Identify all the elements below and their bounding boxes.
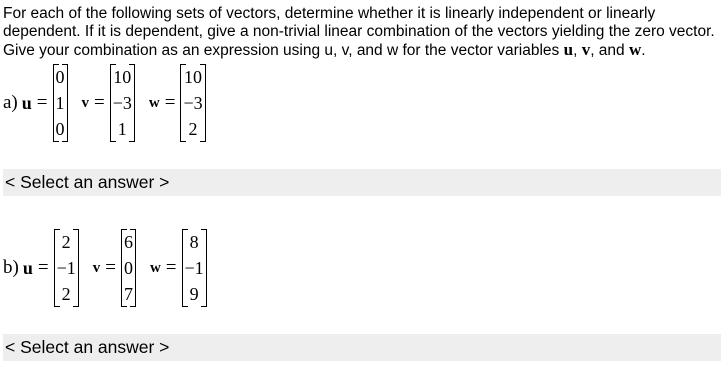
equals-sign: = (37, 257, 49, 278)
vector-v-entry-3: 1 (117, 119, 127, 139)
problem-b-v (93, 229, 136, 307)
instructions-end: . (641, 42, 646, 59)
vector-v-entry-3: 7 (123, 284, 133, 304)
instructions-u: u (563, 40, 574, 59)
equals-sign: = (94, 92, 105, 113)
vector-w-entry-1: 8 (189, 232, 199, 252)
vector-u-entry-3: 2 (61, 284, 71, 304)
vector-v-entry-1: 6 (123, 232, 133, 252)
instructions-body: For each of the following sets of vectors, determine whether it is linearly independent or linearly dependent. If it is dependent, give a non-trivial linear combination of the vectors yielding the zero vector. Give your combination as an expression using u, v, and w for the vector variables (3, 5, 715, 59)
vector-v (110, 64, 135, 142)
problem-b-label: b) (3, 257, 19, 278)
problem-a-label: a) (3, 92, 18, 113)
equals-sign: = (165, 257, 177, 278)
problem-b-w (150, 229, 207, 307)
vector-v (121, 229, 136, 307)
problem-b (3, 228, 221, 308)
instructions-sep-1: , (573, 42, 582, 59)
select-answer-dropdown-a[interactable]: < Select an answer > (3, 169, 721, 196)
instructions-sep-2: , and (590, 42, 629, 59)
vector-u (54, 229, 79, 307)
problem-a (3, 63, 220, 143)
vector-w-entry-3: 2 (188, 119, 198, 139)
var-w-label: w (148, 94, 160, 111)
var-v-label: v (81, 94, 89, 111)
problem-a-w (149, 64, 206, 142)
var-w-label: w (149, 259, 161, 276)
var-u-label: u (21, 92, 32, 113)
vector-w-entry-2: −1 (184, 258, 204, 278)
vector-w-entry-2: −3 (183, 93, 203, 113)
select-answer-dropdown-b[interactable]: < Select an answer > (3, 334, 721, 361)
equals-sign: = (164, 92, 176, 113)
instructions-w: w (628, 40, 642, 59)
vector-u-entry-1: 2 (61, 232, 71, 252)
problem-a-u (22, 64, 68, 142)
vector-u-entry-2: −1 (56, 258, 76, 278)
vector-w (180, 64, 205, 142)
vector-u-entry-3: 0 (55, 119, 65, 139)
vector-u-entry-1: 0 (55, 67, 65, 87)
vector-v-entry-1: 10 (113, 67, 132, 87)
vector-w (182, 229, 207, 307)
vector-w-entry-1: 10 (184, 67, 203, 87)
var-v-label: v (92, 259, 101, 276)
instructions-text (3, 5, 721, 60)
vector-v-entry-2: −3 (112, 93, 132, 113)
vector-u-entry-2: 1 (55, 93, 65, 113)
equals-sign: = (105, 257, 116, 278)
instructions-v: v (581, 40, 591, 59)
equals-sign: = (36, 92, 48, 113)
problem-b-u (23, 229, 79, 307)
vector-v-entry-2: 0 (123, 258, 133, 278)
problem-a-v (82, 64, 135, 142)
var-u-label: u (22, 257, 33, 278)
vector-u (53, 64, 68, 142)
vector-w-entry-3: 9 (189, 284, 199, 304)
